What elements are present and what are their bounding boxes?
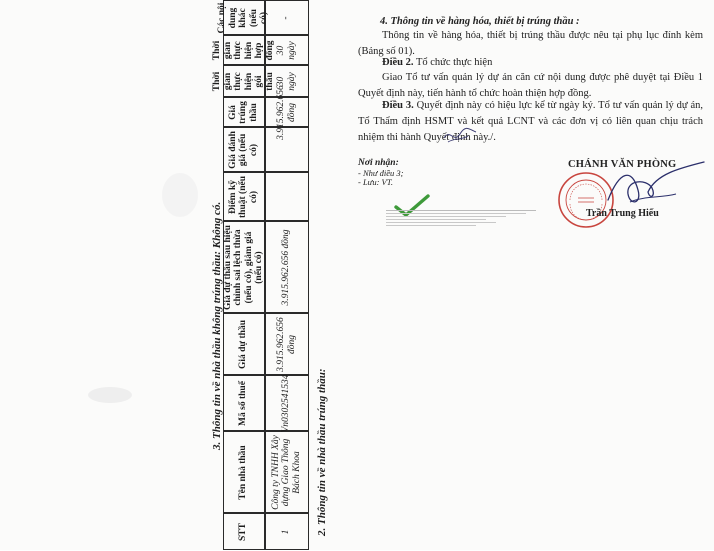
table-header-cell: Điểm kỹ thuật (nếu có) [223,173,265,222]
article-2-label: Điều 2. [382,57,414,68]
table-cell: 3.915.962.656 đồng [265,98,309,128]
article-3-label: Điều 3. [382,100,414,111]
table-cell: 3.915.962.656 đồng [265,314,309,376]
table-header-cell: Mã số thuế [223,376,265,432]
table-cell: - [265,1,309,36]
table-cell: 30 ngày [265,36,309,66]
section-4-title: 4. Thông tin về hàng hóa, thiết bị trúng thầu : [380,16,580,27]
recipients-title: Nơi nhận: [358,158,399,168]
digital-signature-details [386,210,546,232]
recipient-item: - Như điều 3; [358,168,404,178]
table-cell: 3.915.962.656 đồng [265,222,309,314]
table-header-cell: Giá trúng thầu [223,98,265,128]
table-cell [265,173,309,222]
table-cell: Công ty TNHH Xây dựng Giao Thông Bách Khoa [265,432,309,514]
table-cell: Vn0302541534 [265,376,309,432]
recipient-item: - Lưu: VT. [358,177,393,187]
table-header-cell: Các nội dung khác (nếu có) [223,1,265,36]
article-3-paragraph [358,98,703,146]
table-header-cell: STT [223,514,265,551]
rotated-table-section [0,0,350,550]
article-2-body: Giao Tổ tư vấn quản lý dự án căn cứ nội dung được phê duyệt tại Điều 1 Quyết định này, tiến hành tổ chức hoàn thiện hợp đồng. [358,72,703,99]
initial-mark [440,124,480,146]
table-cell: 1 [265,514,309,551]
article-3-body: Quyết định này có hiệu lực kể từ ngày ký. Tổ tư vấn quản lý dự án, Tổ Thẩm định HSMT và kết quả LCNT và các đơn vị có liên quan chịu trách nhiệm thi hành Quyết định này./. [358,100,703,143]
article-2-heading-text: Tổ chức thực hiện [415,57,493,68]
table-header-cell: Giá dự thầu sau hiệu chỉnh sai lệch thừa (nếu có), giảm giá (nếu có) [223,222,265,314]
signer-name: Trần Trung Hiếu [586,208,659,219]
table-cell: 30 ngày [265,66,309,98]
table-header-cell: Thời gian thực hiện gói thầu [223,66,265,98]
article-2-heading [382,55,702,71]
table-header-cell: Giá đánh giá (nếu có) [223,128,265,173]
section-4-body: Thông tin về hàng hóa, thiết bị trúng thầu được nêu tại phụ lục đính kèm (Bảng số 01). [358,30,703,57]
scan-smudge [150,165,210,225]
signer-title: CHÁNH VĂN PHÒNG [568,159,677,170]
table-header-cell: Giá dự thầu [223,314,265,376]
scan-smudge [80,375,140,415]
section-2-title: 2. Thông tin về nhà thầu trúng thầu: [316,368,328,536]
table-header-cell: Thời gian thực hiện hợp đồng [223,36,265,66]
table-header-cell: Tên nhà thầu [223,432,265,514]
section-3-title: 3. Thông tin về nhà thầu không trúng thầu: Không có. [211,201,223,450]
